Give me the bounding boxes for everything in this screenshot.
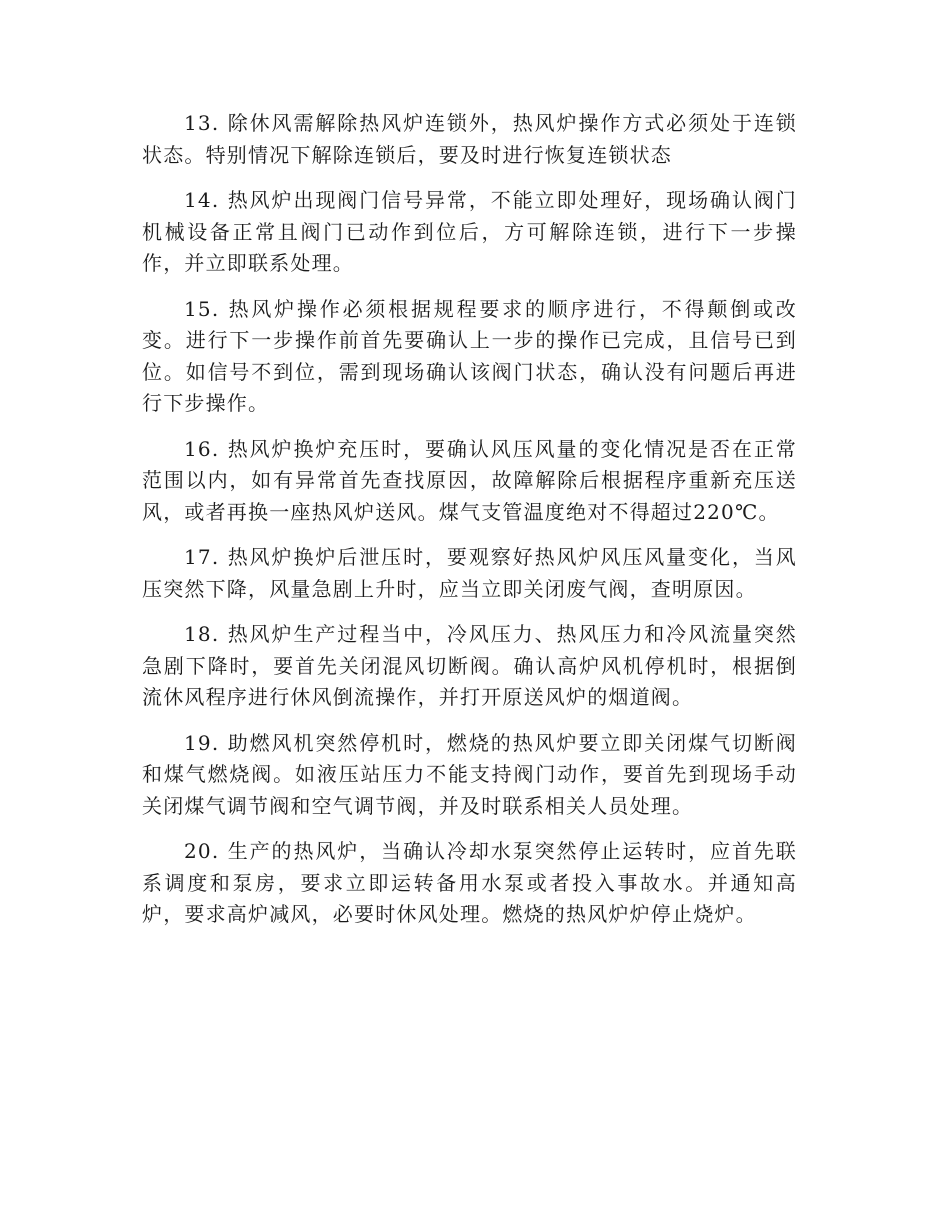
paragraph-item-18: 18. 热风炉生产过程当中，冷风压力、热风压力和冷风流量突然急剧下降时，要首先关闭混风切断阀。确认高炉风机停机时，根据倒流休风程序进行休风倒流操作，并打开原送风炉的烟道阀。 [142,622,797,709]
paragraph-item-15: 15. 热风炉操作必须根据规程要求的顺序进行，不得颠倒或改变。进行下一步操作前首先要确认上一步的操作已完成，且信号已到位。如信号不到位，需到现场确认该阀门状态，确认没有问题后再进行下步操作。 [142,296,797,415]
paragraph-item-19: 19. 助燃风机突然停机时，燃烧的热风炉要立即关闭煤气切断阀和煤气燃烧阀。如液压站压力不能支持阀门动作，要首先到现场手动关闭煤气调节阀和空气调节阀，并及时联系相关人员处理。 [142,730,797,818]
paragraph-item-14: 14. 热风炉出现阀门信号异常，不能立即处理好，现场确认阀门机械设备正常且阀门已动作到位后，方可解除连锁，进行下一步操作，并立即联系处理。 [142,188,797,275]
paragraph-item-13: 13. 除休风需解除热风炉连锁外，热风炉操作方式必须处于连锁状态。特别情况下解除连锁后，要及时进行恢复连锁状态 [142,111,797,167]
paragraph-item-20: 20. 生产的热风炉，当确认冷却水泵突然停止运转时，应首先联系调度和泵房，要求立即运转备用水泵或者投入事故水。并通知高炉，要求高炉减风，必要时休风处理。燃烧的热风炉炉停止烧炉。 [142,839,797,926]
paragraph-item-17: 17. 热风炉换炉后泄压时，要观察好热风炉风压风量变化，当风压突然下降，风量急剧上升时，应当立即关闭废气阀，查明原因。 [142,545,797,601]
paragraph-item-16: 16. 热风炉换炉充压时，要确认风压风量的变化情况是否在正常范围以内，如有异常首先查找原因，故障解除后根据程序重新充压送风，或者再换一座热风炉送风。煤气支管温度绝对不得超过220℃。 [142,436,797,524]
document-body [142,108,797,945]
